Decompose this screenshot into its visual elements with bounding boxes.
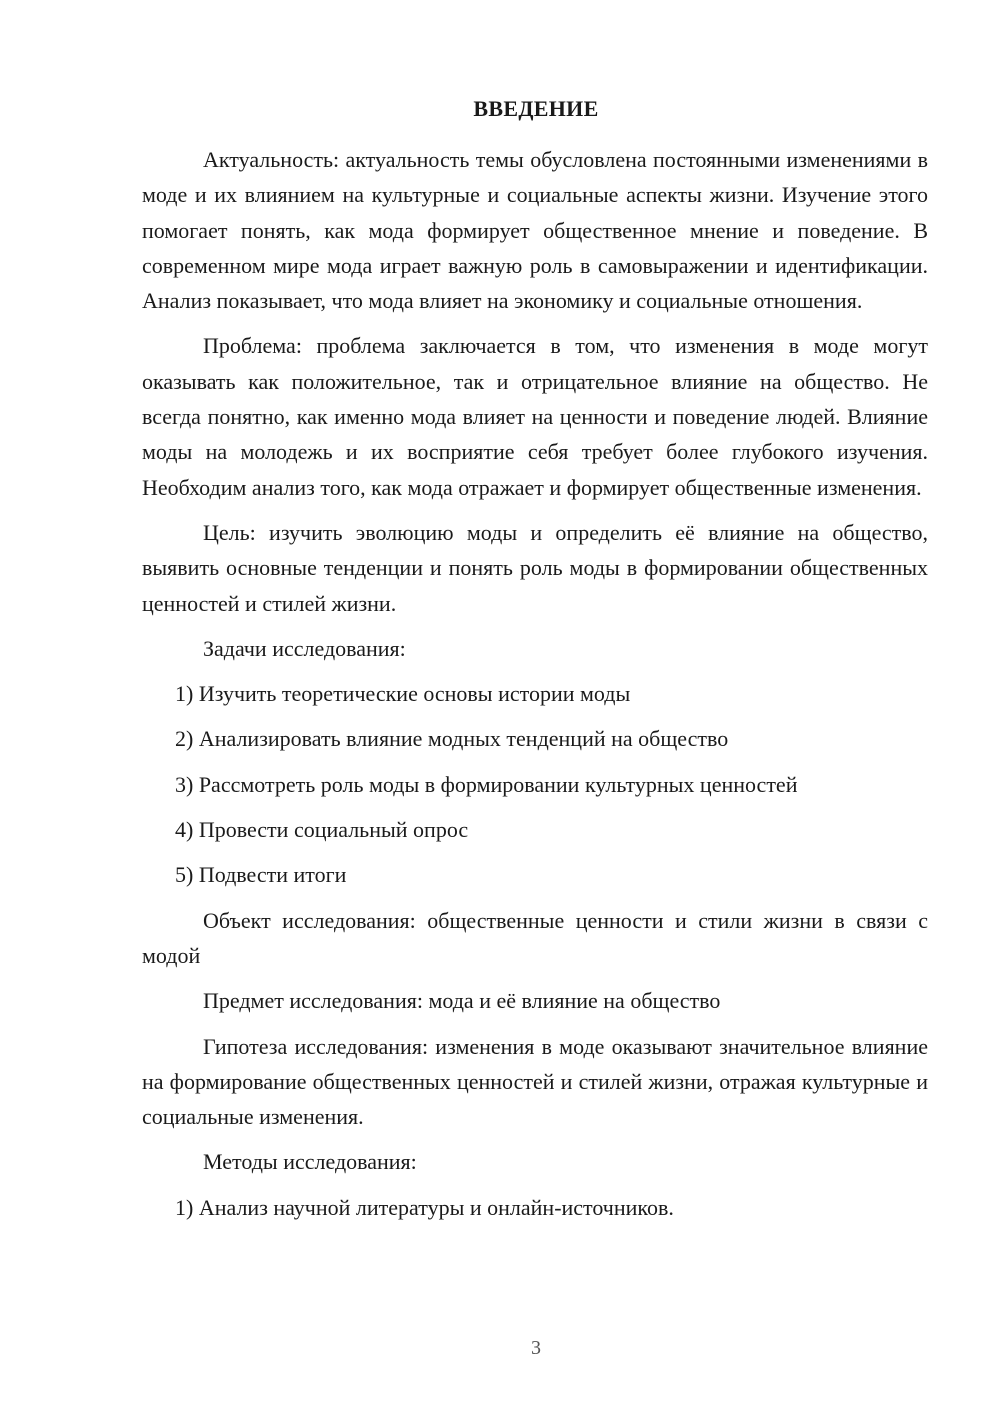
section-heading: ВВЕДЕНИЕ bbox=[473, 96, 599, 121]
methods-heading: Методы исследования: bbox=[203, 1149, 417, 1175]
method-item: 1) Анализ научной литературы и онлайн-источников. bbox=[175, 1194, 674, 1220]
task-item: 1) Изучить теоретические основы истории моды bbox=[175, 681, 631, 707]
relevance-paragraph: Актуальность: актуальность темы обусловлена постоянными изменениями в моде и их влиянием на культурные и социальные аспекты жизни. Изучение этого помогает понять, как мода формирует общественное мнение и поведение. В современном мире мода играет важную роль в самовыражении и идентификации. Анализ показывает, что мода влияет на экономику и социальные отношения. bbox=[142, 147, 928, 314]
task-item: 4) Провести социальный опрос bbox=[175, 817, 469, 843]
document-body bbox=[142, 142, 928, 1225]
goal-paragraph: Цель: изучить эволюцию моды и определить её влияние на общество, выявить основные тенденции и понять роль моды в формировании общественных ценностей и стилей жизни. bbox=[142, 519, 928, 616]
tasks-heading: Задачи исследования: bbox=[203, 635, 406, 661]
hypothesis-paragraph: Гипотеза исследования: изменения в моде оказывают значительное влияние на формирование общественных ценностей и стилей жизни, отражая культурные и социальные изменения. bbox=[142, 1033, 928, 1130]
task-item: 2) Анализировать влияние модных тенденций на общество bbox=[175, 726, 729, 752]
task-item: 5) Подвести итоги bbox=[175, 862, 347, 888]
task-item: 3) Рассмотреть роль моды в формировании культурных ценностей bbox=[175, 771, 798, 797]
subject-paragraph: Предмет исследования: мода и её влияние на общество bbox=[203, 988, 721, 1014]
problem-paragraph: Проблема: проблема заключается в том, что изменения в моде могут оказывать как положительное, так и отрицательное влияние на общество. Не всегда понятно, как именно мода влияет на ценности и поведение людей. Влияние моды на молодежь и их восприятие себя требует более глубокого изучения. Необходим анализ того, как мода отражает и формирует общественные изменения. bbox=[142, 333, 928, 500]
page-number: 3 bbox=[531, 1337, 541, 1359]
object-paragraph: Объект исследования: общественные ценности и стили жизни в связи с модой bbox=[142, 907, 928, 968]
